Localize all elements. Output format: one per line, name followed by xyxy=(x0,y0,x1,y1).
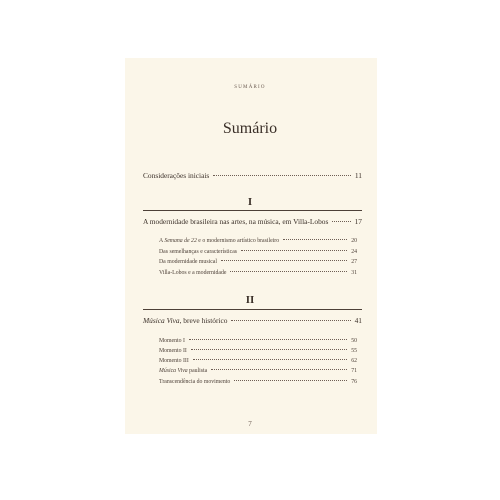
toc-subentry xyxy=(159,358,357,364)
toc-entry-label: A modernidade brasileira nas artes, na música, em Villa-Lobos xyxy=(143,217,329,226)
leader-dots xyxy=(193,359,347,360)
toc-subentry xyxy=(159,348,357,354)
toc-subentry xyxy=(159,338,357,344)
toc-entry-label: Momento I xyxy=(159,338,185,344)
leader-dots xyxy=(213,175,351,176)
toc-entry-page: 27 xyxy=(351,259,357,265)
toc-entry-page: 71 xyxy=(351,368,357,374)
toc-entry-page: 31 xyxy=(351,270,357,276)
part-numeral-2: II xyxy=(245,294,255,306)
divider-rule xyxy=(143,210,362,211)
book-page xyxy=(125,58,377,434)
toc-entry-label: Música Viva paulista xyxy=(159,368,208,374)
leader-dots xyxy=(189,339,347,340)
divider-rule xyxy=(143,309,362,310)
leader-dots xyxy=(241,250,347,251)
toc-entry-page: 20 xyxy=(351,238,357,244)
page-title: Sumário xyxy=(222,120,278,137)
toc-entry-page: 76 xyxy=(351,379,357,385)
toc-entry-label: Momento III xyxy=(159,358,189,364)
toc-entry-page: 11 xyxy=(354,171,362,180)
toc-entry-page: 62 xyxy=(351,358,357,364)
toc-heading-part1 xyxy=(143,217,362,226)
toc-subentry xyxy=(159,259,357,265)
leader-dots xyxy=(191,349,347,350)
toc-entry-label: A Semana de 22 e o modernismo artístico brasileiro xyxy=(159,238,280,244)
toc-entry-label: Considerações iniciais xyxy=(143,171,210,180)
part-numeral-1: I xyxy=(247,196,253,208)
leader-dots xyxy=(230,271,347,272)
leader-dots xyxy=(234,380,347,381)
leader-dots xyxy=(211,369,347,370)
toc-subentry xyxy=(159,249,357,255)
toc-subentry xyxy=(159,270,357,276)
toc-entry-page: 41 xyxy=(354,316,362,325)
running-head: SUMÁRIO xyxy=(234,85,266,90)
leader-dots xyxy=(221,260,347,261)
toc-heading-part2 xyxy=(143,316,362,325)
toc-entry-page: 55 xyxy=(351,348,357,354)
toc-entry-page: 50 xyxy=(351,338,357,344)
leader-dots xyxy=(231,320,350,321)
toc-entry-label: Transcendência do movimento xyxy=(159,379,231,385)
toc-entry-intro xyxy=(143,171,362,180)
toc-entry-label: Da modernidade musical xyxy=(159,259,217,265)
toc-subentry xyxy=(159,368,357,374)
toc-entry-label: Das semelhanças e características xyxy=(159,249,238,255)
toc-subentry xyxy=(159,379,357,385)
page-number: 7 xyxy=(248,420,252,428)
toc-entry-label: Villa-Lobos e a modernidade xyxy=(159,270,227,276)
toc-entry-label: Momento II xyxy=(159,348,187,354)
toc-subentry xyxy=(159,238,357,244)
toc-entry-page: 17 xyxy=(354,217,362,226)
leader-dots xyxy=(332,221,350,222)
toc-entry-page: 24 xyxy=(351,249,357,255)
toc-entry-label: Música Viva, breve histórico xyxy=(143,316,228,325)
leader-dots xyxy=(283,239,347,240)
